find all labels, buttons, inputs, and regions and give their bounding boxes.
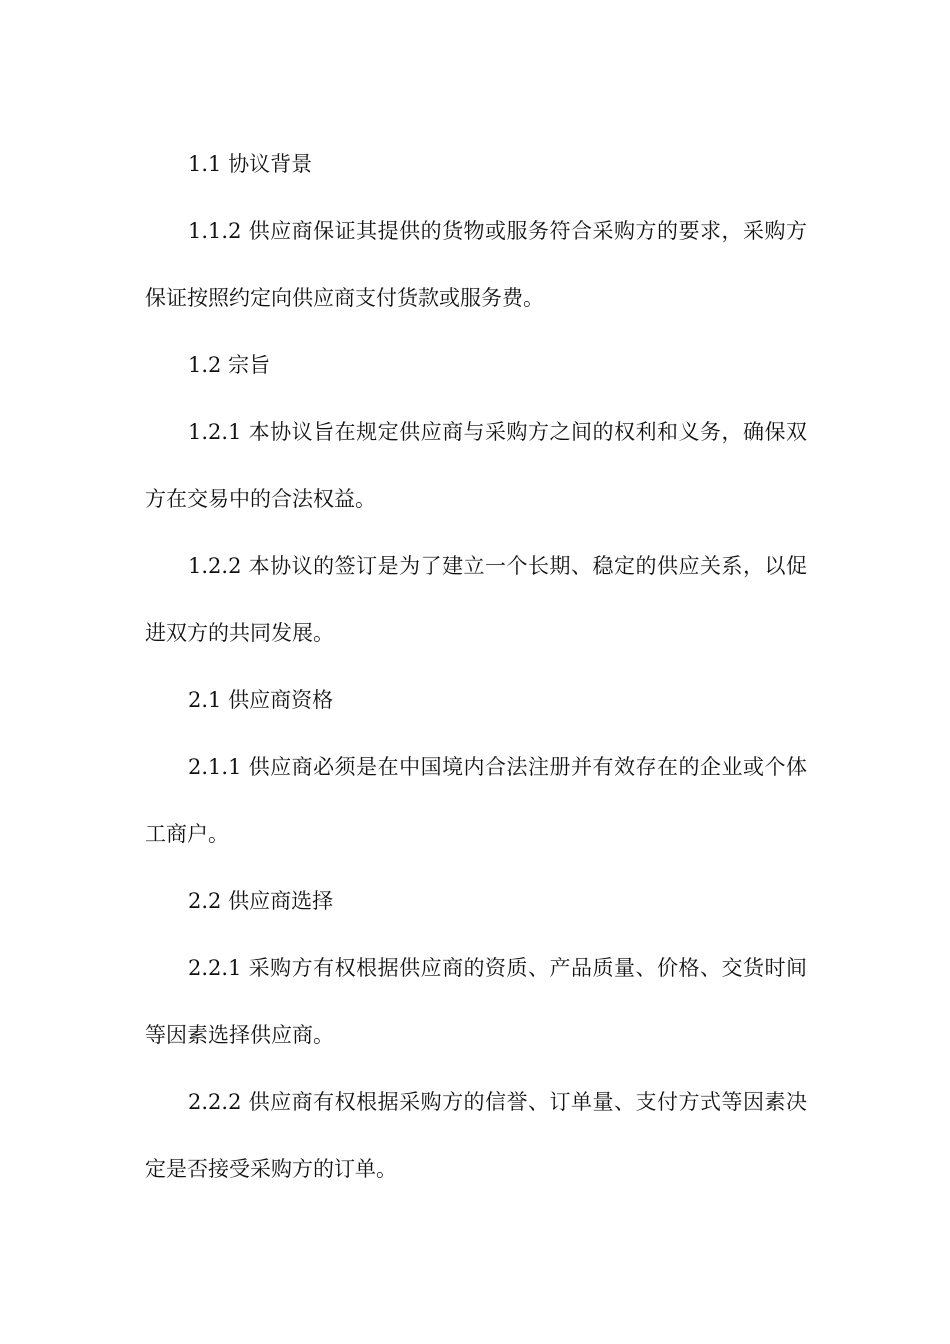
section-heading-2-2: 2.2 供应商选择 [188,889,334,913]
clause-1-2-2: 1.2.2 本协议的签订是为了建立一个长期、稳定的供应关系，以促进双方的共同发展。 [145,554,807,645]
clause-2-1-1: 2.1.1 供应商必须是在中国境内合法注册并有效存在的企业或个体工商户。 [145,755,807,846]
clause-1-2-1: 1.2.1 本协议旨在规定供应商与采购方之间的权利和义务，确保双方在交易中的合法权益。 [145,420,807,511]
document-body [145,131,807,1203]
section-heading-1-2: 1.2 宗旨 [188,353,271,377]
section-heading-2-1: 2.1 供应商资格 [188,688,334,712]
section-heading-1-1: 1.1 协议背景 [188,152,313,176]
clause-2-2-2: 2.2.2 供应商有权根据采购方的信誉、订单量、支付方式等因素决定是否接受采购方的订单。 [145,1090,807,1181]
clause-1-1-2: 1.1.2 供应商保证其提供的货物或服务符合采购方的要求，采购方保证按照约定向供应商支付货款或服务费。 [145,219,807,310]
clause-2-2-1: 2.2.1 采购方有权根据供应商的资质、产品质量、价格、交货时间等因素选择供应商。 [145,956,807,1047]
